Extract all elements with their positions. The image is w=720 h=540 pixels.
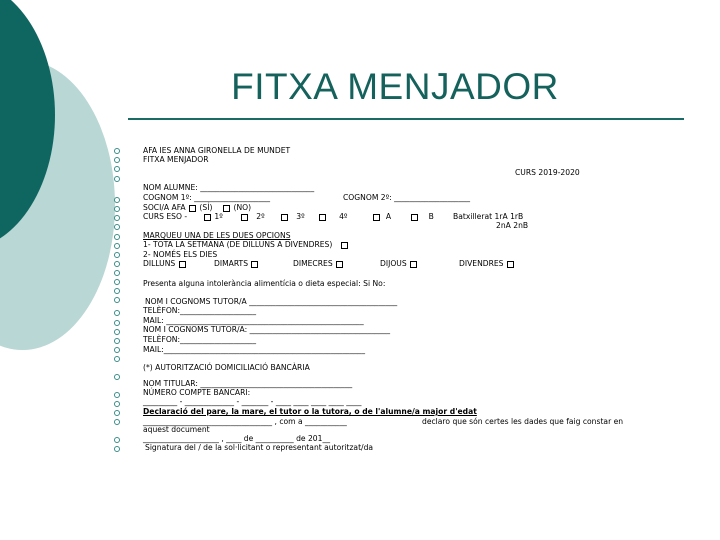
option-full-week[interactable] <box>143 240 349 249</box>
bullet-marker <box>114 392 120 398</box>
bullet-marker <box>114 197 120 203</box>
day-monday[interactable] <box>143 259 187 268</box>
tutor1-phone-field[interactable]: TELÈFON:____________________ <box>143 306 256 315</box>
declaration-heading: Declaració del pare, la mare, el tutor o la tutora, o de l'alumne/a major d'edat <box>143 407 477 416</box>
account-holder-field[interactable]: NOM TITULAR: ________________________________________ <box>143 379 353 388</box>
bullet-marker <box>114 446 120 452</box>
yes-checkbox[interactable] <box>189 205 196 212</box>
yes-label: (SÍ) <box>199 203 213 212</box>
day-tuesday[interactable] <box>214 259 259 268</box>
day-wednesday[interactable] <box>293 259 344 268</box>
day-wednesday-label: DIMECRES <box>293 259 333 268</box>
course-3-checkbox[interactable] <box>281 214 288 221</box>
bullet-marker <box>114 356 120 362</box>
no-checkbox[interactable] <box>223 205 230 212</box>
bullet-marker <box>114 338 120 344</box>
course-1-label: 1º <box>214 212 223 221</box>
bullet-marker <box>114 279 120 285</box>
bullet-marker <box>114 419 120 425</box>
diet-question: Presenta alguna intolerància alimentícia o dieta especial: Si No: <box>143 279 386 288</box>
afa-member-label: SOCI/A AFA <box>143 203 186 212</box>
day-thursday[interactable] <box>380 259 418 268</box>
bullet-marker <box>114 320 120 326</box>
bullet-marker <box>114 234 120 240</box>
bullet-marker <box>114 270 120 276</box>
surname2-field[interactable]: COGNOM 2º: ____________________ <box>343 193 471 202</box>
bullet-marker <box>114 410 120 416</box>
tutor2-phone-field[interactable]: TELÈFON:____________________ <box>143 335 256 344</box>
bullet-marker <box>114 224 120 230</box>
form-name: FITXA MENJADOR <box>143 155 209 164</box>
course-2-checkbox[interactable] <box>241 214 248 221</box>
bullet-marker <box>114 437 120 443</box>
group-a-option[interactable] <box>372 212 391 221</box>
bullet-marker <box>114 148 120 154</box>
course-2-option[interactable] <box>240 212 265 221</box>
course-2-label: 2º <box>256 212 265 221</box>
day-tuesday-label: DIMARTS <box>214 259 249 268</box>
account-number-label: NÚMERO COMPTE BANCARI: <box>143 388 251 397</box>
wednesday-checkbox[interactable] <box>336 261 343 268</box>
option-some-days-label: 2- NOMÉS ELS DIES <box>143 250 218 259</box>
options-heading: MARQUEU UNA DE LES DUES OPCIONS <box>143 231 291 240</box>
bullet-marker <box>114 215 120 221</box>
full-week-checkbox[interactable] <box>341 242 348 249</box>
tutor2-name-field[interactable]: NOM I COGNOMS TUTOR/A: _____________________________________ <box>143 325 391 334</box>
bullet-marker <box>114 297 120 303</box>
course-1-option[interactable] <box>203 212 223 221</box>
course-label: CURS ESO - <box>143 212 188 221</box>
declaration-text: declaro que són certes les dades que faig constar en <box>422 417 624 426</box>
bullet-marker <box>114 252 120 258</box>
group-a-label: A <box>385 212 392 221</box>
org-name: AFA IES ANNA GIRONELLA DE MUNDET <box>143 146 291 155</box>
bullet-marker <box>114 166 120 172</box>
course-3-label: 3º <box>296 212 305 221</box>
bullet-marker <box>114 243 120 249</box>
course-4-checkbox[interactable] <box>319 214 326 221</box>
tutor1-email-field[interactable]: MAIL: ____________________________________________________ <box>143 316 364 325</box>
bullet-marker <box>114 261 120 267</box>
group-b-checkbox[interactable] <box>411 214 418 221</box>
student-name-field[interactable]: NOM ALUMNE: ______________________________ <box>143 183 315 192</box>
day-thursday-label: DIJOUS <box>380 259 407 268</box>
bullet-marker <box>114 347 120 353</box>
bullet-marker <box>114 206 120 212</box>
bullet-marker <box>114 288 120 294</box>
friday-checkbox[interactable] <box>507 261 514 268</box>
tutor1-name-field[interactable]: NOM I COGNOMS TUTOR/A _______________________________________ <box>145 297 398 306</box>
monday-checkbox[interactable] <box>179 261 186 268</box>
bullet-marker <box>114 374 120 380</box>
decorative-circle-dark <box>0 0 55 250</box>
bullet-marker <box>114 329 120 335</box>
declaration-name-field[interactable]: __________________________________ , com a ___________ <box>143 417 347 426</box>
bullet-marker <box>114 157 120 163</box>
group-a-checkbox[interactable] <box>373 214 380 221</box>
school-year: CURS 2019-2020 <box>515 168 580 177</box>
title-divider <box>128 118 684 120</box>
option-full-week-label: 1- TOTA LA SETMANA (DE DILLUNS A DIVENDRES) <box>143 240 333 249</box>
group-b-label: B <box>428 212 434 221</box>
no-label: (NO) <box>233 203 252 212</box>
signature-label: Signatura del / de la sol·licitant o representant autoritzat/da <box>145 443 374 452</box>
bullet-marker <box>114 310 120 316</box>
group-b-option[interactable] <box>410 212 434 221</box>
batxillerat-2-label: 2nA 2nB <box>496 221 529 230</box>
batxillerat-1-label: Batxillerat 1rA 1rB <box>453 212 524 221</box>
day-friday-label: DIVENDRES <box>459 259 504 268</box>
decorative-circle-light <box>0 60 115 350</box>
day-friday[interactable] <box>459 259 515 268</box>
course-4-label: 4º <box>339 212 348 221</box>
tutor2-email-field[interactable]: MAIL:_____________________________________________________ <box>143 345 366 354</box>
bank-heading: (*) AUTORITZACIÓ DOMICILIACIÓ BANCÀRIA <box>143 363 310 372</box>
surname1-field[interactable]: COGNOM 1º: ____________________ <box>143 193 271 202</box>
day-monday-label: DILLUNS <box>143 259 176 268</box>
declaration-text-2: aquest document <box>143 425 210 434</box>
bullet-marker <box>114 176 120 182</box>
page-title: FITXA MENJADOR <box>231 66 559 107</box>
course-3-option[interactable] <box>280 212 305 221</box>
course-1-checkbox[interactable] <box>204 214 211 221</box>
date-field[interactable]: ____________________ , ____ de __________ de 201__ <box>143 434 331 443</box>
bullet-marker <box>114 401 120 407</box>
course-4-option[interactable] <box>318 212 348 221</box>
account-number-field[interactable]: _________ - _____________ - _______ - ____ ____ ____ ____ ____ <box>143 397 362 406</box>
thursday-checkbox[interactable] <box>410 261 417 268</box>
afa-member-row <box>143 203 251 212</box>
tuesday-checkbox[interactable] <box>251 261 258 268</box>
